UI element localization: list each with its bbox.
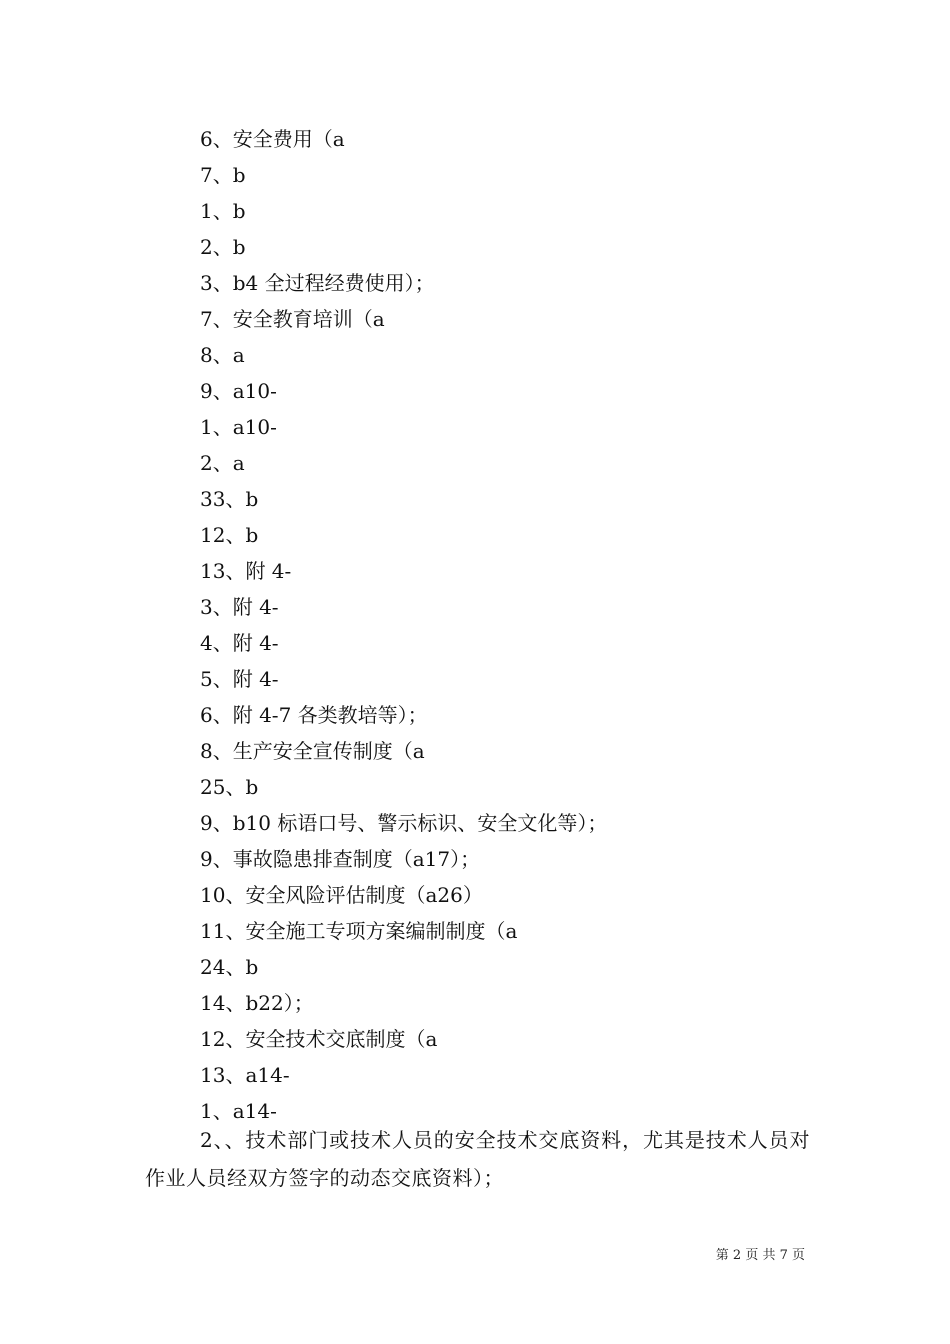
page-number-footer: 第 2 页 共 7 页 bbox=[715, 1248, 805, 1263]
document-line: 14、b22）； bbox=[200, 991, 314, 1015]
document-line: 2、b bbox=[200, 235, 246, 259]
document-line: 9、b10 标语口号、警示标识、安全文化等）； bbox=[200, 811, 608, 835]
document-line: 2、a bbox=[200, 451, 245, 475]
document-line: 6、附 4-7 各类教培等）； bbox=[200, 703, 428, 727]
document-line: 13、a14- bbox=[200, 1063, 290, 1087]
document-line: 1、a14- bbox=[200, 1099, 277, 1123]
document-line: 12、b bbox=[200, 523, 259, 547]
document-line: 8、生产安全宣传制度（a bbox=[200, 739, 425, 763]
document-line: 7、b bbox=[200, 163, 246, 187]
document-line: 4、附 4- bbox=[200, 631, 279, 655]
body-paragraph: 2、、技术部门或技术人员的安全技术交底资料，尤其是技术人员对作业人员经双方签字的动态交底资料）； bbox=[145, 1128, 810, 1190]
document-line: 10、安全风险评估制度（a26） bbox=[200, 883, 483, 907]
document-line: 24、b bbox=[200, 955, 259, 979]
document-line: 1、b bbox=[200, 199, 246, 223]
document-line: 7、安全教育培训（a bbox=[200, 307, 385, 331]
document-line: 3、b4 全过程经费使用）； bbox=[200, 271, 435, 295]
document-line: 8、a bbox=[200, 343, 245, 367]
document-line: 5、附 4- bbox=[200, 667, 279, 691]
document-line: 25、b bbox=[200, 775, 259, 799]
document-lines bbox=[200, 121, 820, 1129]
document-line: 1、a10- bbox=[200, 415, 277, 439]
document-line: 6、安全费用（a bbox=[200, 127, 345, 151]
document-line: 12、安全技术交底制度（a bbox=[200, 1027, 438, 1051]
document-line: 11、安全施工专项方案编制制度（a bbox=[200, 919, 518, 943]
document-line: 13、附 4- bbox=[200, 559, 292, 583]
document-line: 9、a10- bbox=[200, 379, 277, 403]
document-line: 3、附 4- bbox=[200, 595, 279, 619]
document-line: 33、b bbox=[200, 487, 259, 511]
document-line: 9、事故隐患排查制度（a17）； bbox=[200, 847, 481, 871]
